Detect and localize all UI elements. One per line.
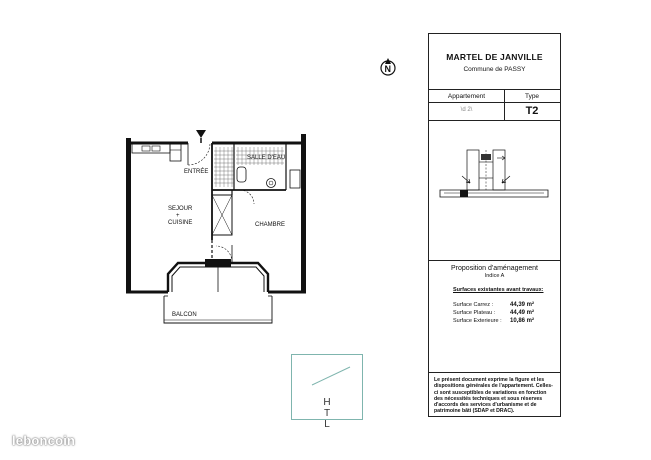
room-label-salle-deau: SALLE D'EAU	[247, 155, 286, 161]
room-label-sejour: SEJOUR	[168, 206, 193, 212]
apartment-type-row	[429, 89, 560, 121]
room-label-plus: +	[176, 213, 180, 219]
room-label-cuisine: CUISINE	[168, 220, 193, 226]
htl-logo	[291, 354, 363, 430]
surface-row: Surface Exterieure : 10,86 m²	[453, 318, 535, 324]
htl-logo-letters: H T L	[323, 397, 345, 430]
toilet-icon	[237, 167, 246, 182]
room-label-chambre: CHAMBRE	[255, 222, 286, 228]
washing-machine-icon	[290, 170, 300, 188]
appartement-label: Appartement	[429, 93, 504, 103]
surfaces-title: Surfaces existantes avant travaux:	[453, 287, 544, 293]
commune-name: Commune de PASSY	[463, 66, 526, 73]
room-label-entree: ENTRÉE	[184, 169, 209, 175]
project-name: MARTEL DE JANVILLE	[446, 52, 543, 62]
entrance-arrow-icon	[196, 130, 206, 138]
north-compass-icon	[381, 58, 395, 75]
type-value: T2	[525, 105, 539, 117]
appartement-value: \d 2\	[460, 107, 473, 113]
surface-row: Surface Plateau : 44,49 m²	[453, 310, 535, 316]
room-label-balcon: BALCON	[172, 312, 197, 318]
title-block	[428, 33, 561, 417]
surface-row: Surface Carrez : 44,39 m²	[453, 302, 535, 308]
exterior-wall-left	[126, 143, 131, 292]
key-plan-cell	[429, 120, 560, 261]
exterior-wall-right	[301, 143, 306, 292]
balcony-outline	[164, 296, 272, 323]
leboncoin-watermark: leboncoin	[12, 433, 76, 448]
sink-icon	[267, 179, 276, 188]
indice-label: Indice A	[484, 273, 505, 279]
proposal-cell	[429, 260, 560, 378]
legal-note: Le présent document exprime la figure et les dispositions générales de l'appartement. Celles-ci sont susceptibles de variations en fonction des nécessités techniques et sous réserves d'accords des services d'urbanisme et de patrimoine bâti (SDAP et DRAC).	[429, 372, 560, 416]
type-label: Type	[504, 93, 560, 103]
svg-text:N: N	[384, 64, 391, 74]
title-block-header	[429, 34, 560, 90]
proposition-title: Proposition d'aménagement	[451, 265, 538, 272]
